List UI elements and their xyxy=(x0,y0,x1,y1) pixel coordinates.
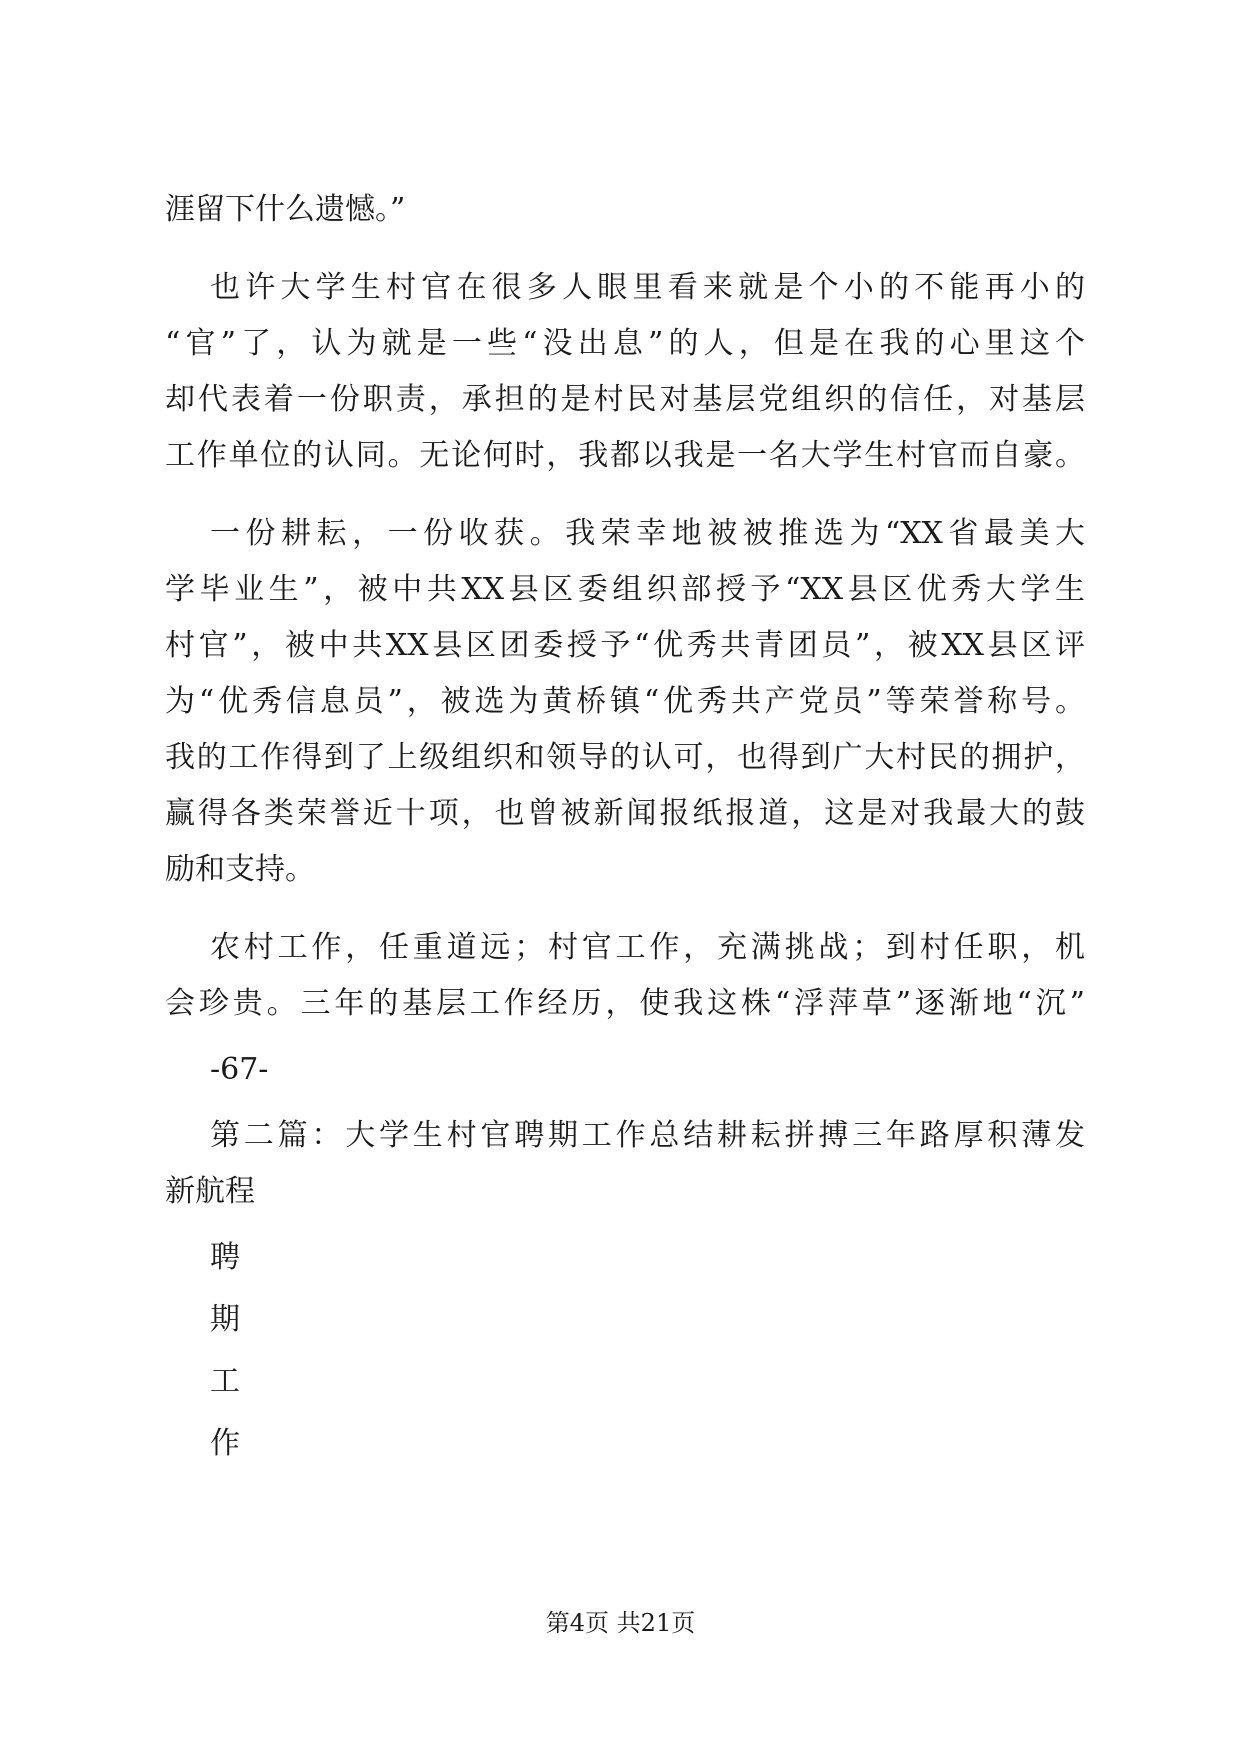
text-line: 工作单位的认同。无论何时，我都以我是一名大学生村官而自豪。 xyxy=(165,438,1085,473)
section-heading: 第二篇：大学生村官聘期工作总结耕耘拼搏三年路厚积薄发 xyxy=(210,1118,1085,1153)
vertical-character: 作 xyxy=(210,1426,240,1461)
section-heading-continued: 新航程 xyxy=(165,1174,255,1209)
text-line: 涯留下什么遗憾。” xyxy=(165,192,406,227)
page-number-inline: -67- xyxy=(210,1052,269,1087)
text-line: 农村工作，任重道远；村官工作，充满挑战；到村任职，机 xyxy=(210,930,1085,965)
text-line: “官”了，认为就是一些“没出息”的人，但是在我的心里这个 xyxy=(165,326,1085,361)
text-line: 励和支持。 xyxy=(165,852,315,887)
text-line: 会珍贵。三年的基层工作经历，使我这株“浮萍草”逐渐地“沉” xyxy=(165,986,1085,1021)
vertical-character: 聘 xyxy=(210,1240,240,1275)
text-line: 也许大学生村官在很多人眼里看来就是个小的不能再小的 xyxy=(210,270,1085,305)
text-line: 赢得各类荣誉近十项，也曾被新闻报纸报道，这是对我最大的鼓 xyxy=(165,796,1085,831)
page-footer: 第4页 共21页 xyxy=(545,1609,696,1637)
text-line: 却代表着一份职责，承担的是村民对基层党组织的信任，对基层 xyxy=(165,382,1085,417)
text-line: 一份耕耘，一份收获。我荣幸地被被推选为“XX省最美大 xyxy=(210,516,1085,551)
vertical-character: 工 xyxy=(210,1364,240,1399)
vertical-character: 期 xyxy=(210,1302,240,1337)
text-line: 村官”，被中共XX县区团委授予“优秀共青团员”，被XX县区评 xyxy=(165,628,1085,663)
text-line: 学毕业生”，被中共XX县区委组织部授予“XX县区优秀大学生 xyxy=(165,572,1085,607)
text-line: 我的工作得到了上级组织和领导的认可，也得到广大村民的拥护， xyxy=(165,740,1085,775)
text-line: 为“优秀信息员”，被选为黄桥镇“优秀共产党员”等荣誉称号。 xyxy=(165,684,1085,719)
